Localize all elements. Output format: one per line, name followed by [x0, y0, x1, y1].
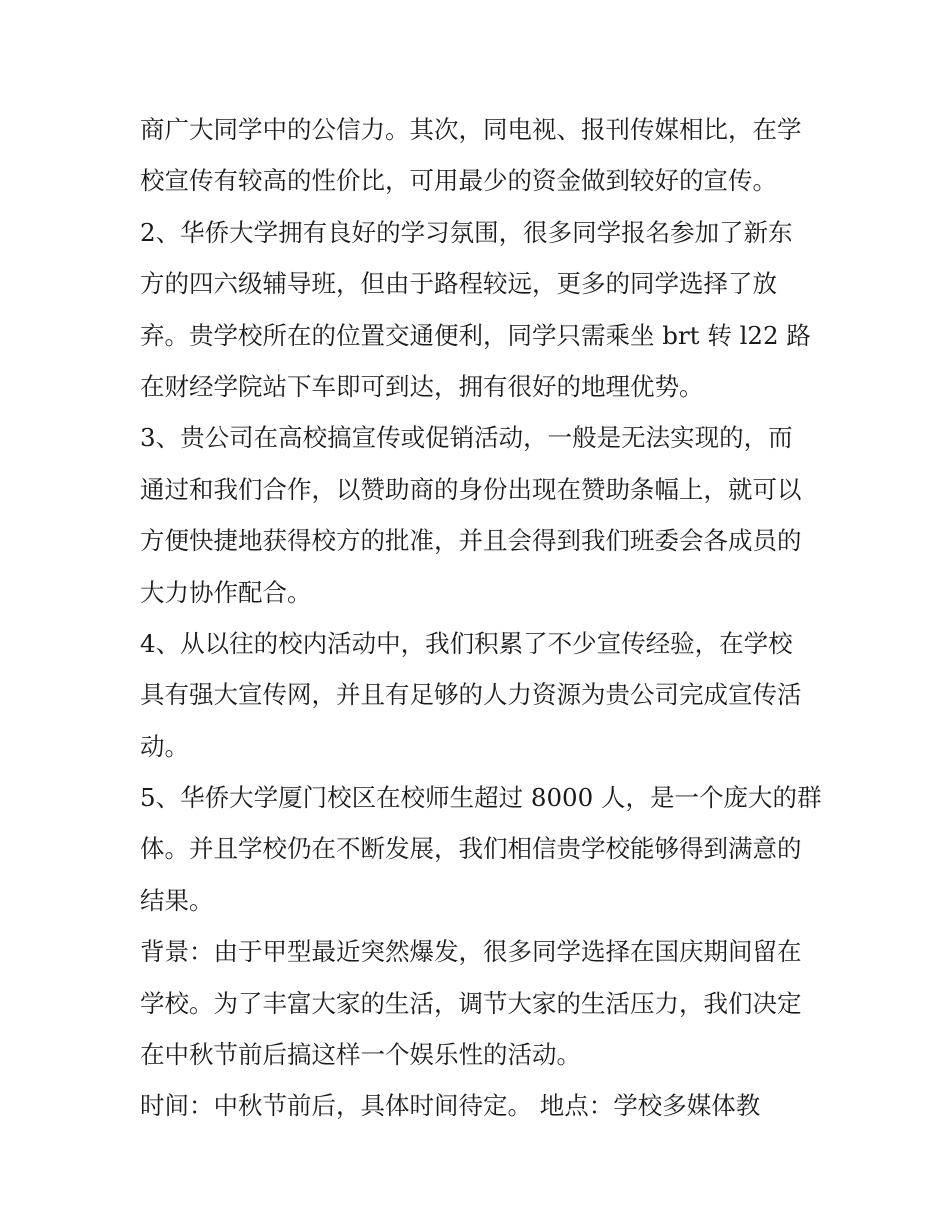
text-line: 具有强大宣传网，并且有足够的人力资源为贵公司完成宣传活	[140, 680, 802, 710]
text-line: 5、华侨大学厦门校区在校师生超过 8000 人，是一个庞大的群	[140, 783, 822, 813]
text-line: 体。并且学校仍在不断发展，我们相信贵学校能够得到满意的	[140, 834, 802, 864]
text-line: 商广大同学中的公信力。其次，同电视、报刊传媒相比，在学	[140, 115, 802, 144]
text-line: 方便快捷地获得校方的批准，并且会得到我们班委会各成员的	[140, 526, 802, 556]
text-line: 学校。为了丰富大家的生活，调节大家的生活压力，我们决定	[140, 988, 802, 1018]
text-line: 2、华侨大学拥有良好的学习氛围，很多同学报名参加了新东	[140, 217, 793, 247]
text-line: 在中秋节前后搞这样一个娱乐性的活动。	[140, 1040, 581, 1070]
text-line: 背景：由于甲型最近突然爆发，很多同学选择在国庆期间留在	[140, 937, 802, 967]
text-line: 结果。	[140, 885, 214, 915]
text-line: 大力协作配合。	[140, 577, 312, 607]
text-line: 在财经学院站下车即可到达，拥有很好的地理优势。	[140, 371, 704, 401]
text-line: 通过和我们合作，以赞助商的身份出现在赞助条幅上，就可以	[140, 474, 802, 504]
text-line: 3、贵公司在高校搞宣传或促销活动，一般是无法实现的，而	[140, 423, 793, 453]
text-line: 方的四六级辅导班，但由于路程较远，更多的同学选择了放	[140, 269, 777, 299]
text-line: 弃。贵学校所在的位置交通便利，同学只需乘坐 brt 转 l22 路	[140, 320, 811, 350]
text-line: 4、从以往的校内活动中，我们积累了不少宣传经验，在学校	[140, 628, 793, 658]
text-line: 动。	[140, 731, 189, 761]
text-line: 校宣传有较高的性价比，可用最少的资金做到较好的宣传。	[140, 166, 777, 196]
text-line: 时间：中秋节前后，具体时间待定。 地点：学校多媒体教	[140, 1091, 761, 1121]
body-text	[140, 104, 830, 1132]
